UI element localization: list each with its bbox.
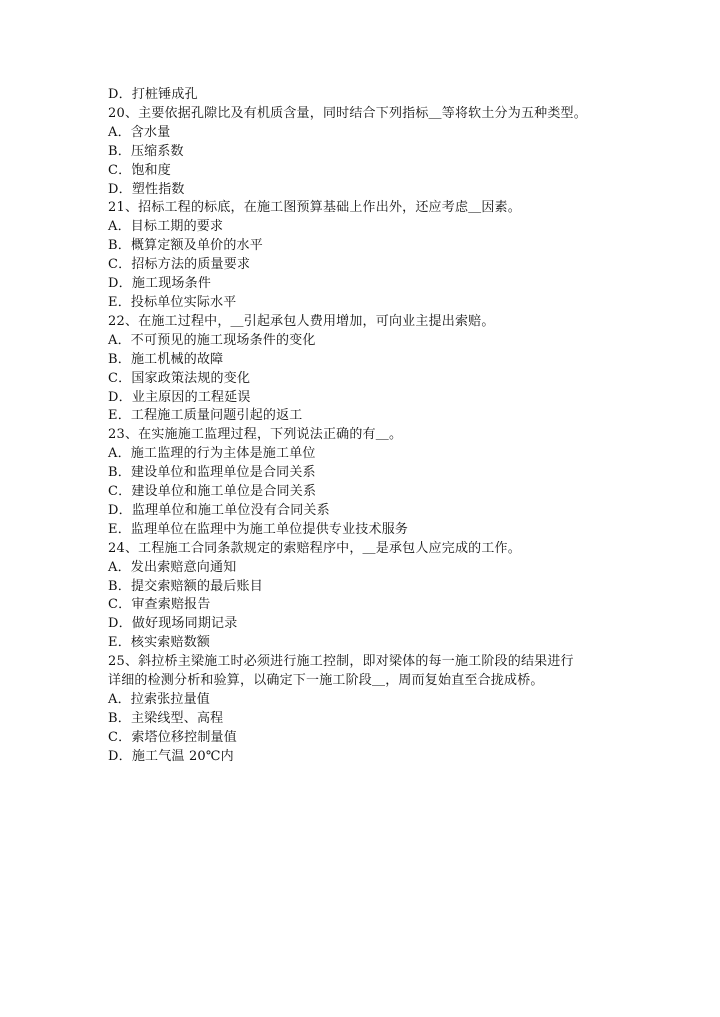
- question-24: [108, 540, 618, 653]
- question-21-option-c: C．招标方法的质量要求: [108, 257, 251, 273]
- question-20-option-c: C．饱和度: [108, 162, 171, 178]
- question-23: [108, 426, 618, 539]
- question-24-option-d: D．做好现场同期记录: [108, 616, 238, 632]
- question-22-stem: 22、在施工过程中，＿引起承包人费用增加，可向业主提出索赔。: [108, 313, 495, 329]
- question-23-option-c: C．建设单位和施工单位是合同关系: [108, 484, 317, 500]
- question-24-stem: 24、工程施工合同条款规定的索赔程序中，＿是承包人应完成的工作。: [108, 540, 521, 556]
- question-23-option-e: E．监理单位在监理中为施工单位提供专业技术服务: [108, 521, 409, 537]
- question-24-option-e: E．核实索赔数额: [108, 635, 211, 651]
- question-22-option-a: A．不可预见的施工现场条件的变化: [108, 332, 316, 348]
- question-21-stem: 21、招标工程的标底，在施工图预算基础上作出外，还应考虑＿因素。: [108, 200, 521, 216]
- question-23-option-b: B．建设单位和监理单位是合同关系: [108, 465, 316, 481]
- question-22-option-d: D．业主原因的工程延误: [108, 389, 251, 405]
- question-23-stem: 23、在实施施工监理过程，下列说法正确的有＿。: [108, 427, 403, 443]
- question-25-stem-line-2: 详细的检测分析和验算，以确定下一施工阶段＿，周而复始直至合拢成桥。: [108, 673, 544, 689]
- question-25-stem-line-1: 25、斜拉桥主梁施工时必须进行施工控制，即对梁体的每一施工阶段的结果进行: [108, 654, 574, 670]
- question-25-option-c: C．索塔位移控制量值: [108, 729, 237, 745]
- question-21-option-a: A．目标工期的要求: [108, 219, 224, 235]
- question-22-option-b: B．施工机械的故障: [108, 351, 224, 367]
- question-20-option-b: B．压缩系数: [108, 143, 184, 159]
- question-20: [108, 105, 618, 200]
- question-25-option-b: B．主梁线型、高程: [108, 710, 224, 726]
- question-23-option-a: A．施工监理的行为主体是施工单位: [108, 446, 316, 462]
- question-20-option-a: A．含水量: [108, 124, 171, 140]
- question-24-option-b: B．提交索赔额的最后账目: [108, 578, 263, 594]
- question-21: [108, 199, 618, 312]
- question-24-option-a: A．发出索赔意向通知: [108, 559, 237, 575]
- question-21-option-e: E．投标单位实际水平: [108, 294, 237, 310]
- question-21-option-d: D．施工现场条件: [108, 276, 212, 292]
- question-22-option-e: E．工程施工质量问题引起的返工: [108, 408, 303, 424]
- question-24-option-c: C．审查索赔报告: [108, 597, 211, 613]
- question-22: [108, 313, 618, 426]
- question-20-option-d: D．塑性指数: [108, 181, 185, 197]
- question-25-option-d: D．施工气温 20℃内: [108, 748, 234, 764]
- question-20-stem: 20、主要依据孔隙比及有机质含量，同时结合下列指标＿等将软土分为五种类型。: [108, 105, 587, 121]
- question-25-option-a: A．拉索张拉量值: [108, 692, 210, 707]
- option-d-prev: D．打桩锤成孔: [108, 87, 198, 102]
- question-23-option-d: D．监理单位和施工单位没有合同关系: [108, 502, 330, 518]
- question-21-option-b: B．概算定额及单价的水平: [108, 238, 263, 254]
- document-content: [108, 86, 618, 767]
- question-25: [108, 653, 618, 766]
- question-22-option-c: C．国家政策法规的变化: [108, 370, 251, 386]
